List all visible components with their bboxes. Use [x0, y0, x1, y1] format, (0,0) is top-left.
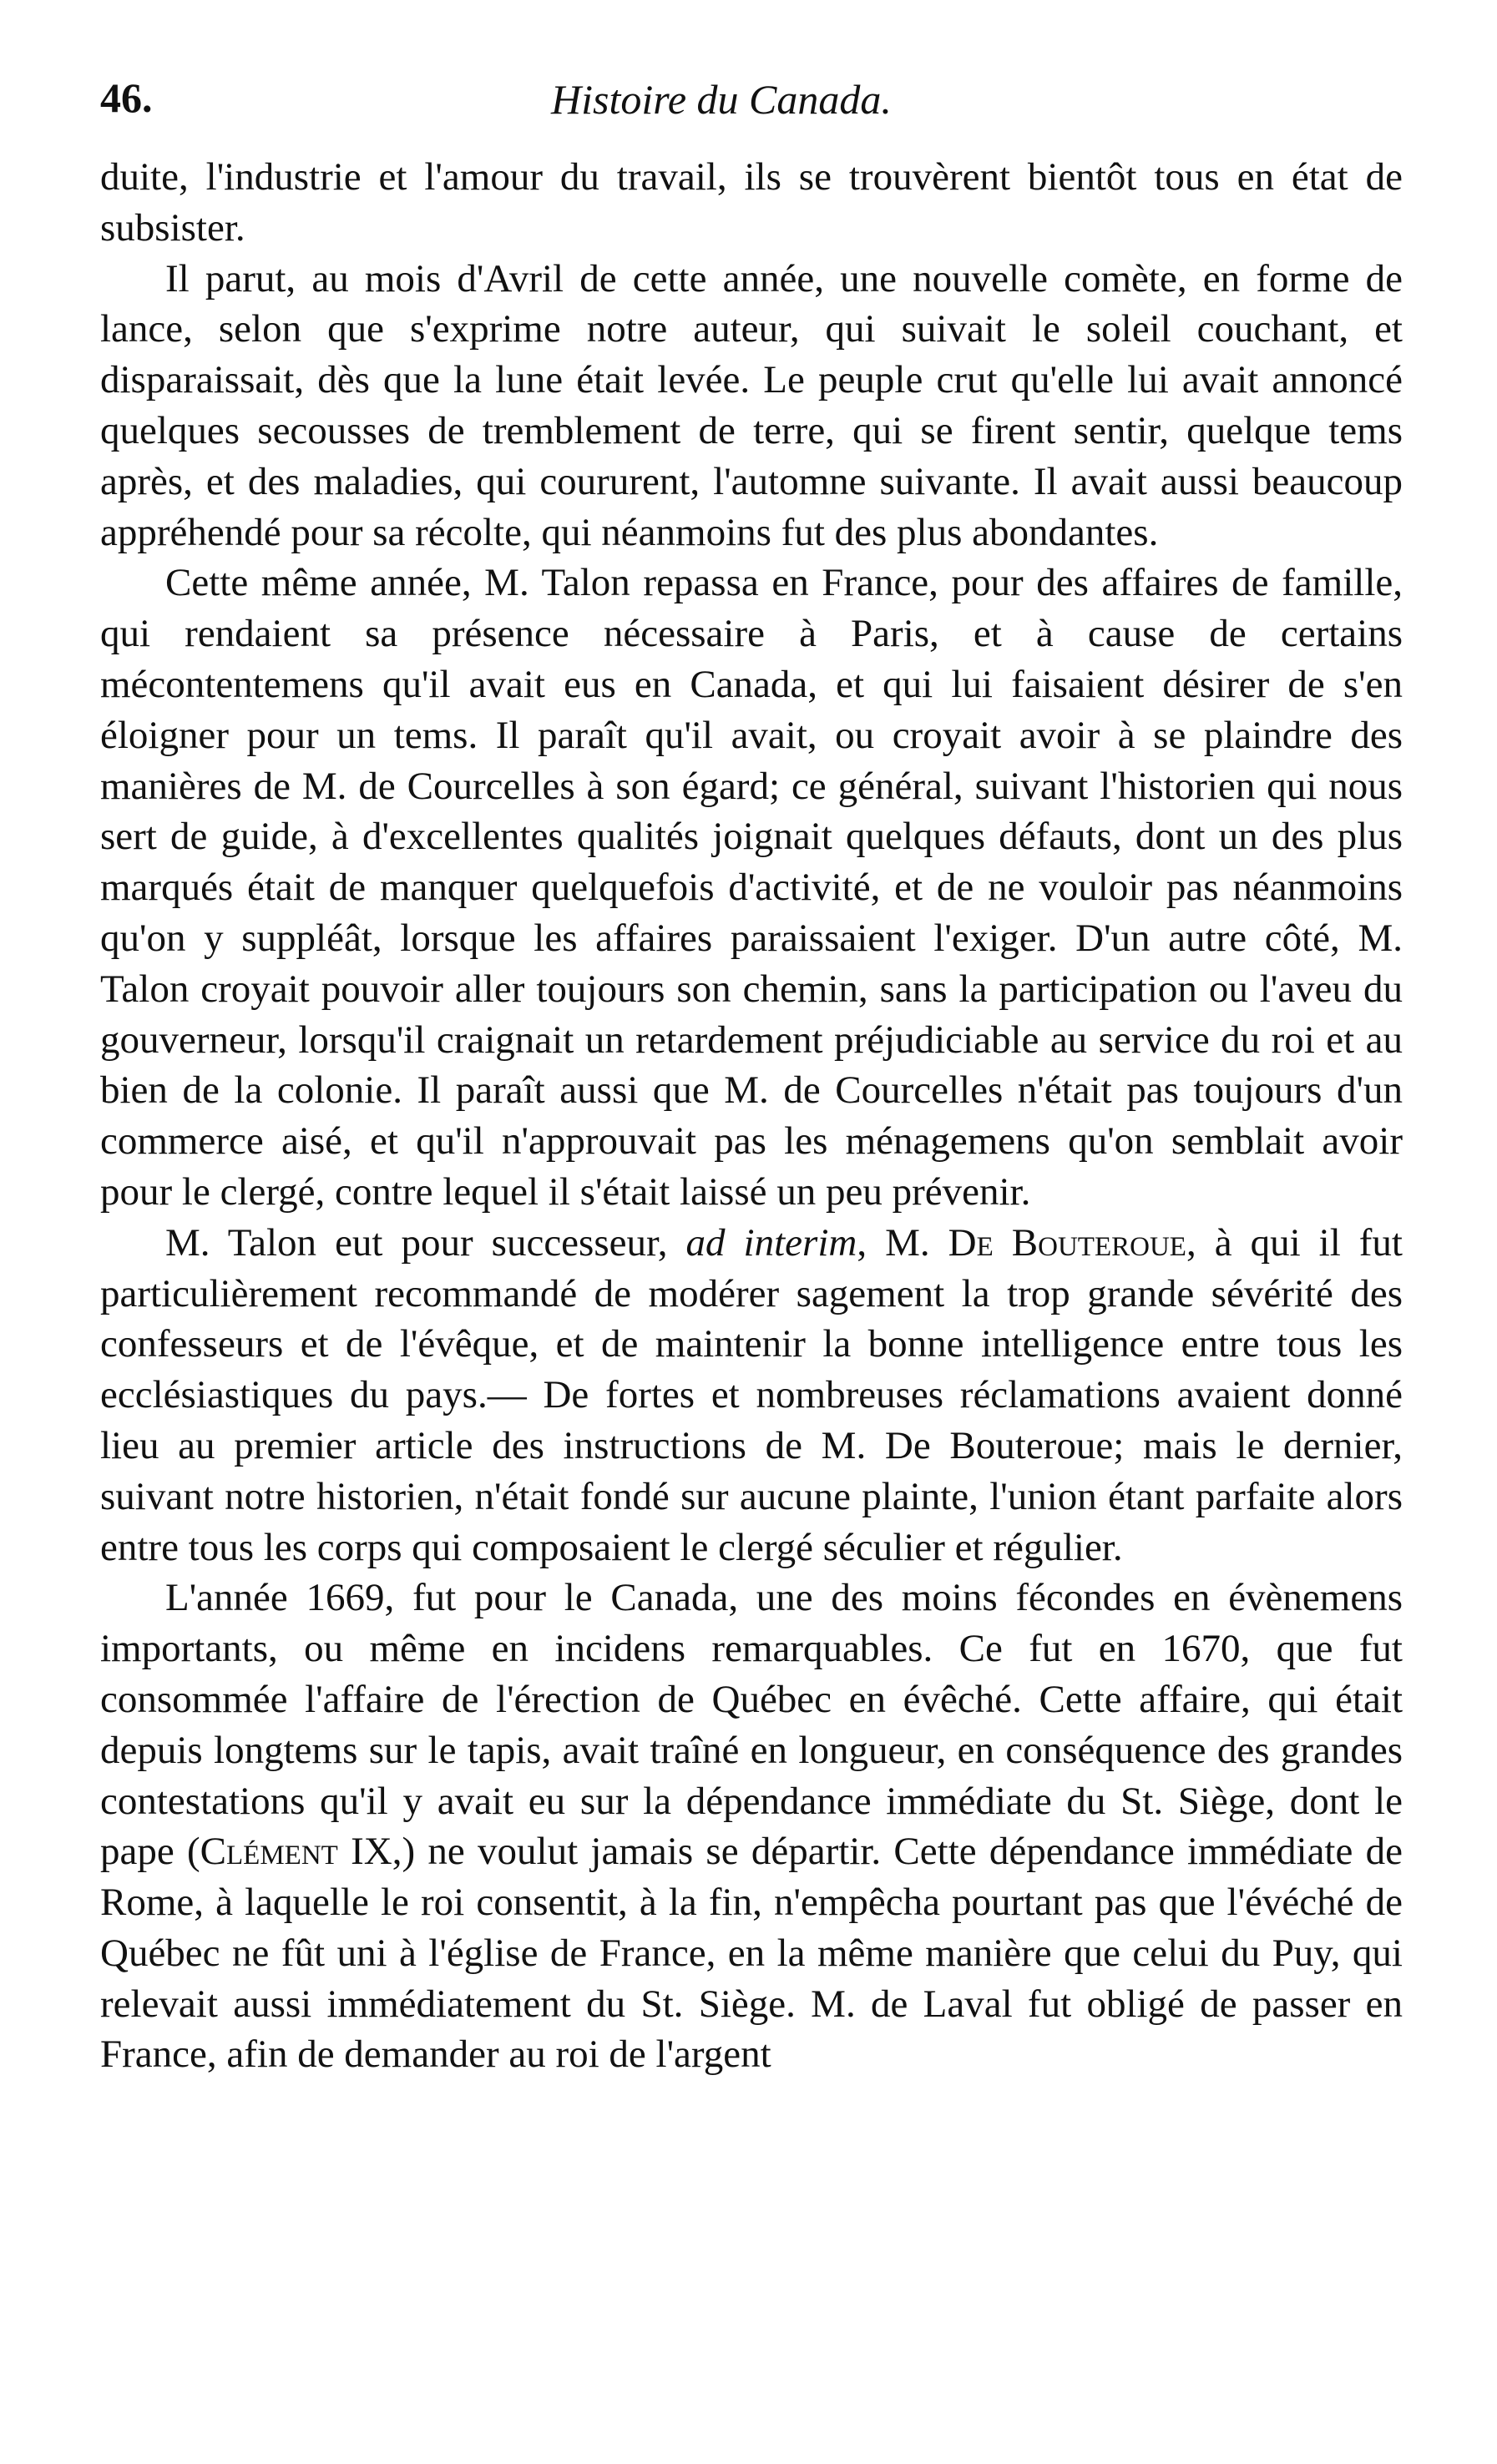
- page-header: [100, 77, 1403, 152]
- page-number: 46.: [100, 77, 153, 121]
- text-segment: Clément: [200, 1830, 338, 1874]
- text-segment: IX,) ne voulut jamais se départir. Cette dépendance immédiate de Rome, à laquelle le roi consentit, à la fin, n'empêcha pourtant pas que l'évéché de Québec ne fût uni à l'église de France, en la même manière que celui du Puy, qui relevait aussi immédiatement du St. Siège. M. de Laval fut obligé de passer en France, afin de demander au roi de l'argent: [100, 1830, 1403, 2077]
- text-segment: , M.: [857, 1220, 948, 1265]
- paragraph: [100, 1573, 1403, 2080]
- text-segment: ad interim: [685, 1220, 857, 1265]
- running-title: Histoire du Canada.: [551, 77, 892, 123]
- text-segment: Cette même année, M. Talon repassa en France, pour des affaires de famille, qui rendaient sa présence nécessaire à Paris, et à cause de certains mécontentemens qu'il avait eus en Canada, et qui lui faisaient désirer de s'en éloigner pour un tems. Il paraît qu'il avait, ou croyait avoir à se plaindre des manières de M. de Courcelles à son égard; ce général, suivant l'historien qui nous sert de guide, à d'excellentes qualités joignait quelques défauts, dont un des plus marqués était de manquer quelquefois d'activité, et de ne vouloir pas néanmoins qu'on y suppléât, lorsque les affaires paraissaient l'exiger. D'un autre côté, M. Talon croyait pouvoir aller toujours son chemin, sans la participation ou l'aveu du gouverneur, lorsqu'il craignait un retardement préjudiciable au service du roi et au bien de la colonie. Il paraît aussi que M. de Courcelles n'était pas toujours d'un commerce aisé, et qu'il n'approuvait pas les ménagemens qu'on semblait avoir pour le clergé, contre lequel il s'était laissé un peu prévenir.: [100, 561, 1403, 1214]
- paragraph: [100, 1218, 1403, 1573]
- text-segment: De Bouteroue: [948, 1220, 1186, 1265]
- body-text: [100, 152, 1403, 2080]
- paragraph: [100, 558, 1403, 1217]
- text-segment: , à qui il fut particulièrement recommandé de modérer sagement la trop grande sévérité des confesseurs et de l'évêque, et de maintenir la bonne intelligence entre tous les ecclésiastiques du pays.— De fortes et nombreuses réclamations avaient donné lieu au premier article des instructions de M. De Bouteroue; mais le dernier, suivant notre historien, n'était fondé sur aucune plainte, l'union étant parfaite alors entre tous les corps qui composaient le clergé séculier et régulier.: [100, 1220, 1403, 1569]
- text-segment: Il parut, au mois d'Avril de cette année, une nouvelle comète, en forme de lance, selon que s'exprime notre auteur, qui suivait le soleil couchant, et disparaissait, dès que la lune était levée. Le peuple crut qu'elle lui avait annoncé quelques secousses de tremblement de terre, qui se firent sentir, quelque tems après, et des maladies, qui coururent, l'automne suivante. Il avait aussi beaucoup appréhendé pour sa récolte, qui néanmoins fut des plus abondantes.: [100, 256, 1403, 554]
- paragraph: [100, 152, 1403, 254]
- text-segment: duite, l'industrie et l'amour du travail, ils se trouvèrent bientôt tous en état de subsister.: [100, 155, 1403, 250]
- book-page: [100, 77, 1403, 2414]
- text-segment: L'année 1669, fut pour le Canada, une des moins fécondes en évènemens importants, ou même en incidens remarquables. Ce fut en 1670, que fut consommée l'affaire de l'érection de Québec en évêché. Cette affaire, qui était depuis longtems sur le tapis, avait traîné en longueur, en conséquence des grandes contestations qu'il y avait eu sur la dépendance immédiate du St. Siège, dont le pape (: [100, 1576, 1403, 1874]
- text-segment: M. Talon eut pour successeur,: [165, 1220, 686, 1265]
- paragraph: [100, 254, 1403, 558]
